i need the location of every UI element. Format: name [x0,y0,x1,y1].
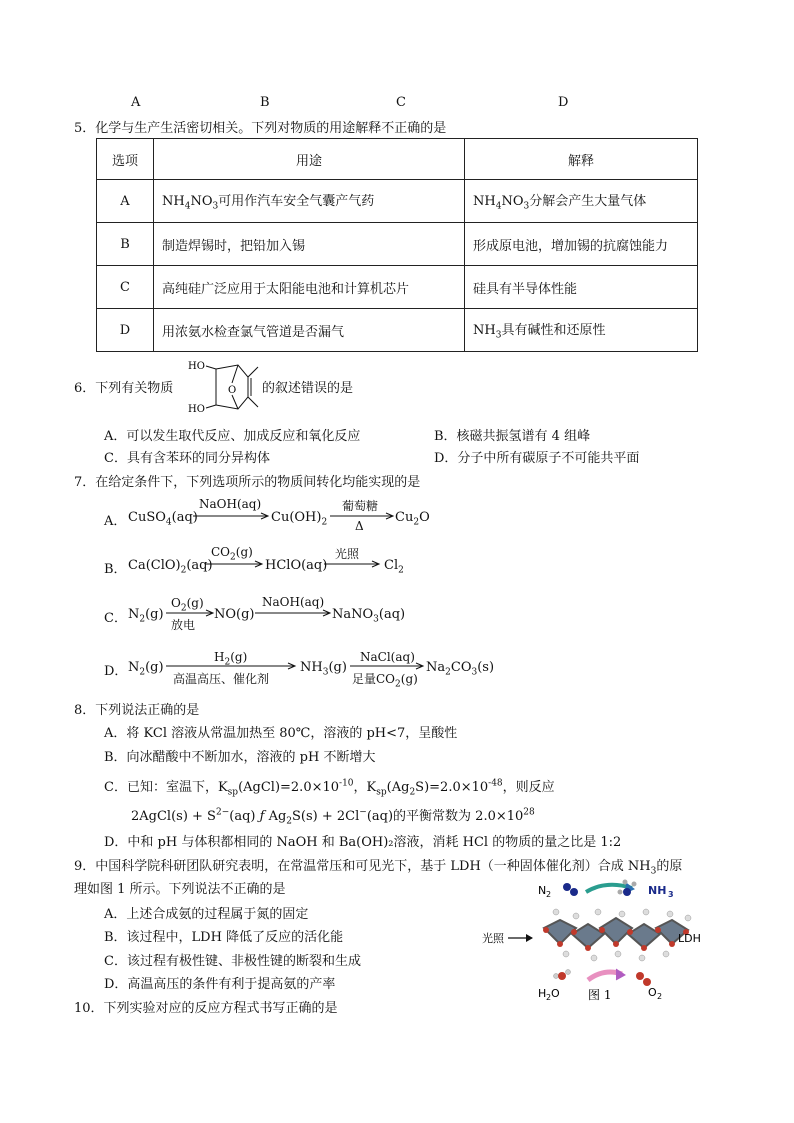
q9-option-c: C．该过程有极性键、非极性键的断裂和生成 [104,954,361,969]
table-cell-option: A [97,180,154,223]
ldh-layer-structure [543,909,691,961]
arrow-head-icon [616,969,625,980]
q4-option-a: A [131,95,141,110]
figure-nh3-subscript: 3 [668,890,674,899]
q7-d-reactant: $N_2(g)$ [128,660,164,678]
q6-stem-end: 的叙述错误的是 [262,381,354,396]
table-cell-option: B [97,223,154,266]
reaction-arrow-icon [205,559,265,569]
q7-d-condition-1: $H_2(g)$ [214,650,248,668]
table-cell-use: $NH_4NO_3$可用作汽车安全气囊产气药 [154,180,465,223]
q7-b-intermediate: HClO(aq) [265,558,328,573]
molecule-ho-top: HO [188,361,205,372]
q8-option-c-equation: 2AgCl(s) + $S^{2-}(aq)$ ƒ $Ag_2S(s) + 2Cl^-(aq)$的平衡常数为 $2.0\times 10^{28}$ [131,807,535,827]
q7-d-condition-2: NaCl(aq) [360,650,415,664]
figure-o2-label: O [648,986,657,999]
figure-n2-label: N [538,884,547,897]
table-cell-explanation: $NH_3$具有碱性和还原性 [465,309,698,352]
table-row [97,223,698,266]
figure-h2o-label: H [538,987,547,1000]
table-cell-use: 高纯硅广泛应用于太阳能电池和计算机芯片 [154,266,465,309]
q8-option-a: A．将 KCl 溶液从常温加热至 80℃，溶液的 pH<7，呈酸性 [104,726,458,741]
q7-a-condition-1: NaOH(aq) [199,497,262,511]
figure-h2o-subscript: 2 [546,993,552,1002]
q7-d-label: D． [104,664,128,679]
table-row [97,309,698,352]
q7-a-label: A． [104,514,127,529]
figure-o2-subscript: 2 [657,992,663,1001]
q7-b-product: $Cl_2$ [384,558,404,576]
q7-a-condition-2: 葡萄糖 [342,499,379,513]
light-arrow-icon [508,934,533,942]
molecule-bridge-o: O [228,385,237,396]
q7-c-product: NaNO$_3$(aq) [332,607,406,625]
q5-table [96,138,698,352]
o2-molecule-icon [636,972,651,986]
q6-option-c: C．具有含苯环的同分异构体 [104,451,270,466]
q9-option-b: B．该过程中，LDH 降低了反应的活化能 [104,930,344,945]
q7-d-condition-co2: 足量$CO_2(g)$ [352,672,418,690]
q7-a-intermediate: $Cu(OH)_2$ [271,510,328,528]
q9-option-d: D．高温高压的条件有利于提高氨的产率 [104,977,336,992]
q6-stem-start: 6．下列有关物质 [74,381,174,396]
q7-a-product: $Cu_2O$ [395,510,430,528]
q6-option-b: B．核磁共振氢谱有 4 组峰 [434,429,591,444]
q7-c-reactant: $N_2(g)$ [128,607,164,625]
table-cell-explanation: $NH_4NO_3$分解会产生大量气体 [465,180,698,223]
table-row [97,180,698,223]
figure-caption: 图 1 [588,988,612,1002]
figure-light-label: 光照 [482,932,504,945]
q7-d-product: $Na_2CO_3(s)$ [426,660,495,678]
q8-option-b: B．向冰醋酸中不断加水，溶液的 pH 不断增大 [104,750,376,765]
q9-stem-line2: 理如图 1 所示。下列说法不正确的是 [74,882,286,897]
q4-option-d: D [558,95,569,110]
table-cell-option: D [97,309,154,352]
table-cell-use: 用浓氨水检查氯气管道是否漏气 [154,309,465,352]
q7-c-condition-1: $O_2(g)$ [171,596,204,614]
q6-option-a: A．可以发生取代反应、加成反应和氧化反应 [104,429,361,444]
q9-stem-line1: 9．中国科学院科研团队研究表明，在常温常压和可见光下，基于 LDH（一种固体催化剂）合成 $NH_3$的原 [74,859,683,877]
reaction-arrow-icon [255,608,333,618]
table-cell-explanation: 硅具有半导体性能 [465,266,698,309]
figure-nh3-label: NH [648,884,667,897]
q7-c-condition-2: NaOH(aq) [262,595,325,609]
table-cell-use: 制造焊锡时，把铅加入锡 [154,223,465,266]
q8-option-d: D．中和 pH 与体积都相同的 NaOH 和 Ba(OH)₂溶液，消耗 HCl 的物质的量之比是 1:2 [104,835,622,850]
q10-stem: 10．下列实验对应的反应方程式书写正确的是 [74,1001,338,1016]
figure-h2o-o: O [551,987,560,1000]
q8-option-c: C．已知：室温下，$K_{sp}(AgCl)=2.0\times 10^{-10}$，$K_{sp}(Ag_2S)=2.0\times 10^{-48}$，则反应 [104,778,555,798]
q4-option-b: B [260,95,270,110]
q8-stem: 8．下列说法正确的是 [74,703,200,718]
q7-d-condition-catalyst: 高温高压、催化剂 [173,672,270,686]
table-cell-explanation: 形成原电池，增加锡的抗腐蚀能力 [465,223,698,266]
table-header-option: 选项 [97,139,154,180]
figure-ldh-label: LDH [678,932,701,945]
q7-b-condition-1: $CO_2(g)$ [211,545,253,563]
q7-c-intermediate: NO(g) [214,607,255,622]
figure-n2-subscript: 2 [546,890,552,899]
q7-stem: 7．在给定条件下，下列选项所示的物质间转化均能实现的是 [74,475,421,490]
reaction-arrow-icon [193,511,271,521]
q7-a-condition-heat: Δ [355,519,364,533]
h2o-molecule-icon [554,970,571,981]
q7-b-condition-2: 光照 [335,547,360,561]
q7-b-reactant: $Ca(ClO)_2(aq)$ [128,558,213,576]
q7-b-label: B． [104,562,127,577]
table-header-explanation: 解释 [465,139,698,180]
table-row [97,266,698,309]
q7-c-condition-discharge: 放电 [171,618,196,632]
molecule-structure [186,357,262,417]
q9-option-a: A．上述合成氨的过程属于氮的固定 [104,907,309,922]
q4-option-c: C [396,95,406,110]
q7-c-label: C． [104,611,127,626]
q7-a-reactant: CuSO$_4$(aq) [128,510,198,528]
table-header-use: 用途 [154,139,465,180]
reaction-arrow-icon [324,559,382,569]
figure-1-ldh-diagram [476,872,736,1012]
q5-stem: 5．化学与生产生活密切相关。下列对物质的用途解释不正确的是 [74,121,447,136]
n2-molecule-icon [563,883,578,896]
q6-option-d: D．分子中所有碳原子不可能共平面 [434,451,640,466]
table-cell-option: C [97,266,154,309]
molecule-ho-bottom: HO [188,404,205,415]
q7-d-intermediate: $NH_3(g)$ [300,660,347,678]
